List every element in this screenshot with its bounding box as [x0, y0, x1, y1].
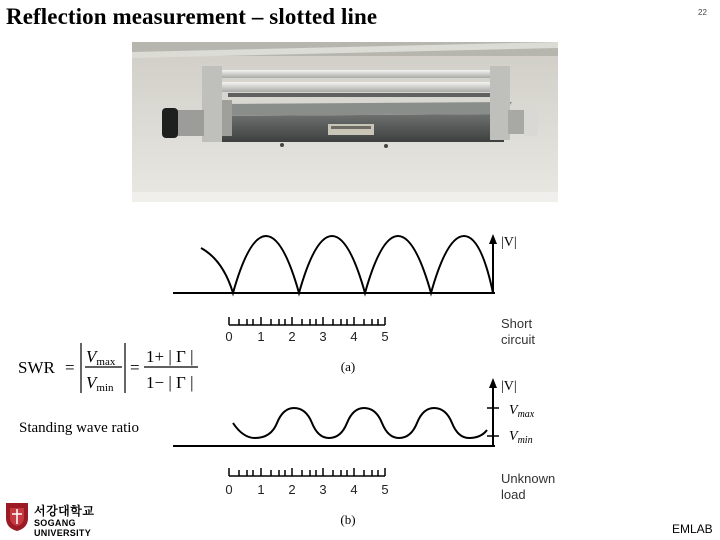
panel-b-tick-1: 1	[257, 482, 265, 497]
swr-formula	[18, 338, 208, 398]
panel-b-tick-5: 5	[381, 482, 389, 497]
panel-a-caption: (a)	[340, 359, 356, 374]
panel-b-condition-line1: Unknown	[501, 471, 556, 486]
university-name-english: SOGANG UNIVERSITY	[34, 518, 92, 538]
formula-vmax: Vmax	[86, 347, 116, 368]
panel-a-tick-2: 2	[288, 329, 296, 344]
panel-b-tick-4: 4	[350, 482, 358, 497]
university-name-korean: 서강대학교	[34, 504, 95, 518]
panel-b-wave	[233, 408, 487, 438]
standing-wave-diagram	[165, 230, 575, 530]
lab-footer: EMLAB	[672, 522, 713, 536]
formula-denominator: 1− | Γ |	[146, 373, 194, 392]
formula-equals-1: =	[65, 358, 75, 377]
slide-title: Reflection measurement – slotted line	[6, 4, 378, 29]
panel-a-tick-5: 5	[381, 329, 389, 344]
panel-b-vmax-label: $V_{max}$	[509, 403, 535, 420]
panel-b-tick-0: 0	[225, 482, 233, 497]
panel-b-condition-line2: load	[501, 487, 526, 502]
panel-a-tick-3: 3	[319, 329, 327, 344]
panel-b-caption: (b)	[340, 512, 356, 527]
panel-a-wave	[201, 236, 493, 293]
formula-numerator: 1+ | Γ |	[146, 347, 194, 366]
panel-b-ticks	[229, 468, 385, 476]
university-emblem-icon	[4, 500, 30, 532]
swr-caption: Standing wave ratio	[19, 420, 139, 436]
panel-b-tick-3: 3	[319, 482, 327, 497]
page-number: 22	[698, 8, 707, 17]
university-logo	[4, 500, 114, 536]
panel-a-tick-1: 1	[257, 329, 265, 344]
formula-equals-2: =	[130, 358, 140, 377]
formula-vmin: Vmin	[86, 373, 114, 394]
panel-b-axis-arrow	[489, 378, 497, 388]
panel-b-tick-2: 2	[288, 482, 296, 497]
panel-b-axis-label: |V|	[501, 379, 517, 394]
panel-b	[173, 378, 555, 527]
formula-lhs: SWR	[18, 358, 55, 377]
panel-a-axis-arrow	[489, 234, 497, 244]
panel-a	[173, 234, 535, 374]
panel-b-vmin-label: $V_{min}$	[509, 429, 533, 446]
panel-a-condition-line2: circuit	[501, 332, 535, 347]
panel-a-tick-0: 0	[225, 329, 233, 344]
panel-a-condition-line1: Short	[501, 316, 533, 331]
panel-a-tick-4: 4	[350, 329, 358, 344]
panel-a-axis-label: |V|	[501, 235, 517, 250]
slotted-line-photo	[132, 42, 558, 202]
panel-a-ticks	[229, 317, 385, 325]
